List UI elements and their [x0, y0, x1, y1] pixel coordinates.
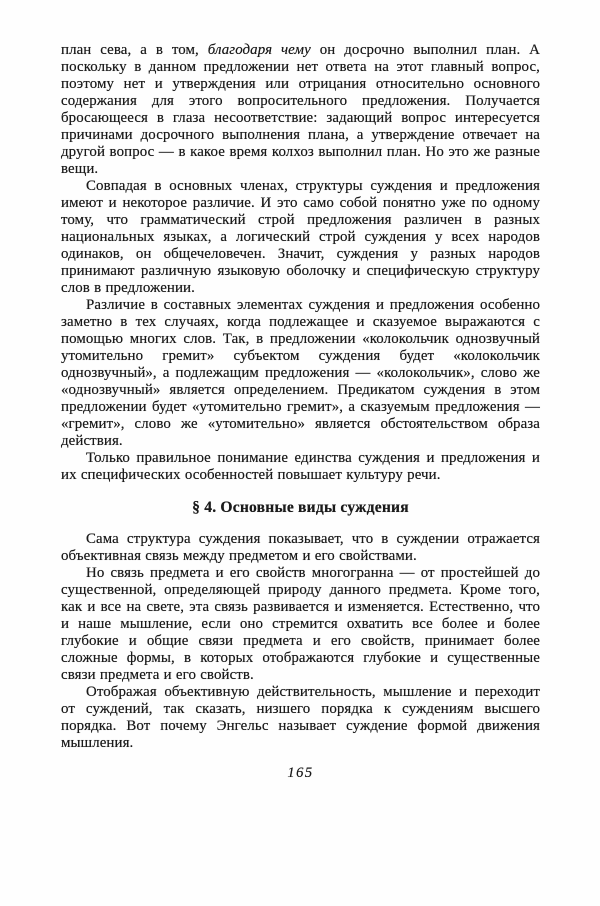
paragraph-1-italic-phrase: благодаря чему [207, 42, 311, 58]
paragraph-5: Сама структура суждения показывает, что в суждении отражается объективная связь между предметом и его свойствами. [61, 531, 540, 564]
paragraph-7: Отображая объективную действительность, мышление и переходит от суждений, так сказать, низшего порядка к суждениям высшего порядка. Вот почему Энгельс называет суждение формой движения мышления. [61, 684, 540, 751]
paragraph-6: Но связь предмета и его свойств многогранна — от простейшей до существенной, определяющей природу данного предмета. Кроме того, как и все на свете, эта связь развивается и изменяется. Естественно, что и наше мышление, если оно стремится охватить все более и более глубокие и общие связи предмета и его свойств, принимает более сложные формы, в которых отображаются глубокие и существенные связи предмета и его свойств. [61, 565, 540, 683]
paragraph-2: Совпадая в основных членах, структуры суждения и предложения имеют и некоторое различие. И это само собой понятно уже по одному тому, что грамматический строй предложения различен в разных национальных языках, а логический строй суждения у всех народов одинаков, он общечеловечен. Значит, суждения у разных народов принимают различную языковую оболочку и специфическую структуру слов в предложении. [61, 178, 540, 296]
page-number: 165 [287, 765, 314, 781]
paragraph-4: Только правильное понимание единства суждения и предложения и их специфических особенностей повышает культуру речи. [61, 450, 540, 483]
paragraph-1-rest: он досрочно выполнил план. А поскольку в данном предложении нет ответа на этот главный вопрос, поэтому нет и утверждения или отрицания относительно основного содержания для этого вопросительного предложения. Получается бросающееся в глаза несоответствие: задающий вопрос интересуется причинами досрочного выполнения плана, а утверждение отвечает на другой вопрос — в какое время колхоз выполнил план. Но это же разные вещи. [61, 42, 541, 177]
page-text [61, 42, 540, 782]
section-heading: § 4. Основные виды суждения [192, 499, 409, 516]
paragraph-1-lead: план сева, а в том, [61, 42, 208, 58]
paragraph-3: Различие в составных элементах суждения и предложения особенно заметно в тех случаях, когда подлежащее и сказуемое выражаются с помощью многих слов. Так, в предложении «колокольчик однозвучный утомительно гремит» субъектом суждения будет «колокольчик однозвучный», а подлежащим предложения — «колокольчик», слово же «однозвучный» является определением. Предикатом суждения в этом предложении будет «утомительно гремит», а сказуемым предложения — «гремит», слово же «утомительно» является обстоятельством образа действия. [61, 297, 540, 449]
paragraph-1 [61, 42, 540, 178]
